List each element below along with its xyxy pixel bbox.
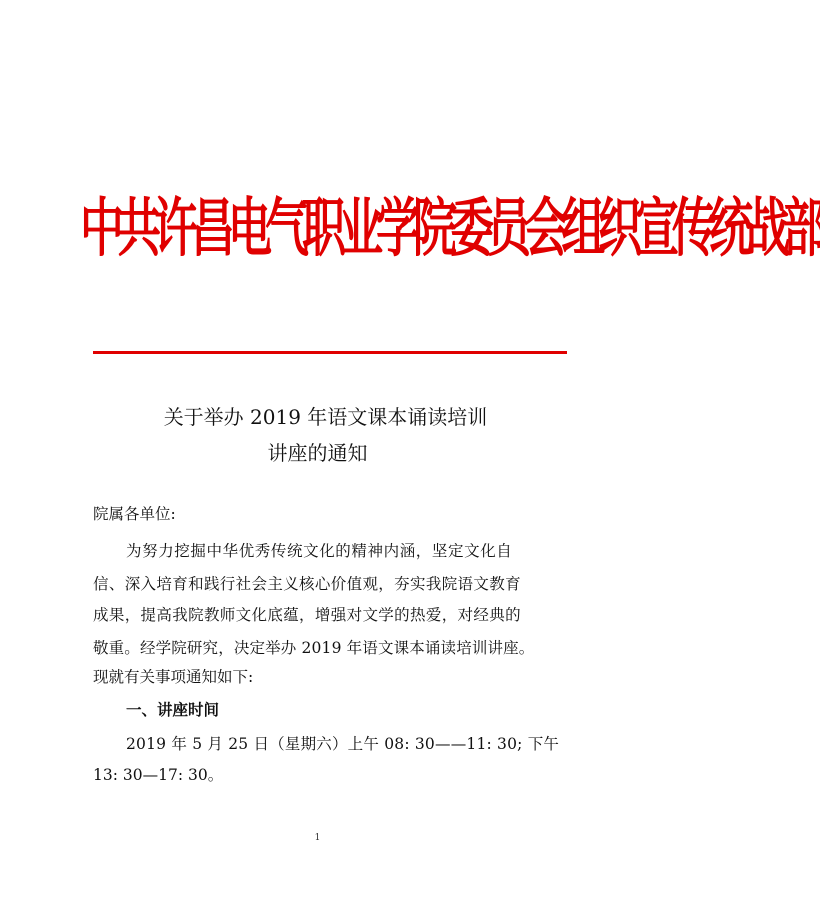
- paragraph-line: 现就有关事项通知如下:: [93, 668, 254, 686]
- notice-title-line-2: 讲座的通知: [267, 441, 368, 465]
- paragraph-line: 成果，提高我院教师文化底蕴，增强对文学的热爱，对经典的: [93, 606, 521, 624]
- section-heading-lecture-time: 一、讲座时间: [126, 701, 220, 719]
- paragraph-line: 为努力挖掘中华优秀传统文化的精神内涵，坚定文化自: [126, 542, 513, 560]
- paragraph-line: 信、深入培育和践行社会主义核心价值观，夯实我院语文教育: [93, 575, 521, 593]
- paragraph-line: 敬重。经学院研究，决定举办 2019 年语文课本诵读培训讲座。: [93, 639, 535, 657]
- salutation: 院属各单位:: [93, 505, 176, 523]
- lecture-time-line: 13: 30—17: 30。: [93, 766, 224, 784]
- lecture-time-line: 2019 年 5 月 25 日（星期六）上午 08: 30——11: 30; 下午: [126, 735, 560, 753]
- page-number: 1: [314, 833, 321, 843]
- notice-title-line-1: 关于举办 2019 年语文课本诵读培训: [163, 405, 488, 429]
- letterhead-red-rule: [93, 351, 567, 354]
- letterhead-organization: 中共许昌电气职业学院委员会组织宣传统战部: [80, 192, 820, 267]
